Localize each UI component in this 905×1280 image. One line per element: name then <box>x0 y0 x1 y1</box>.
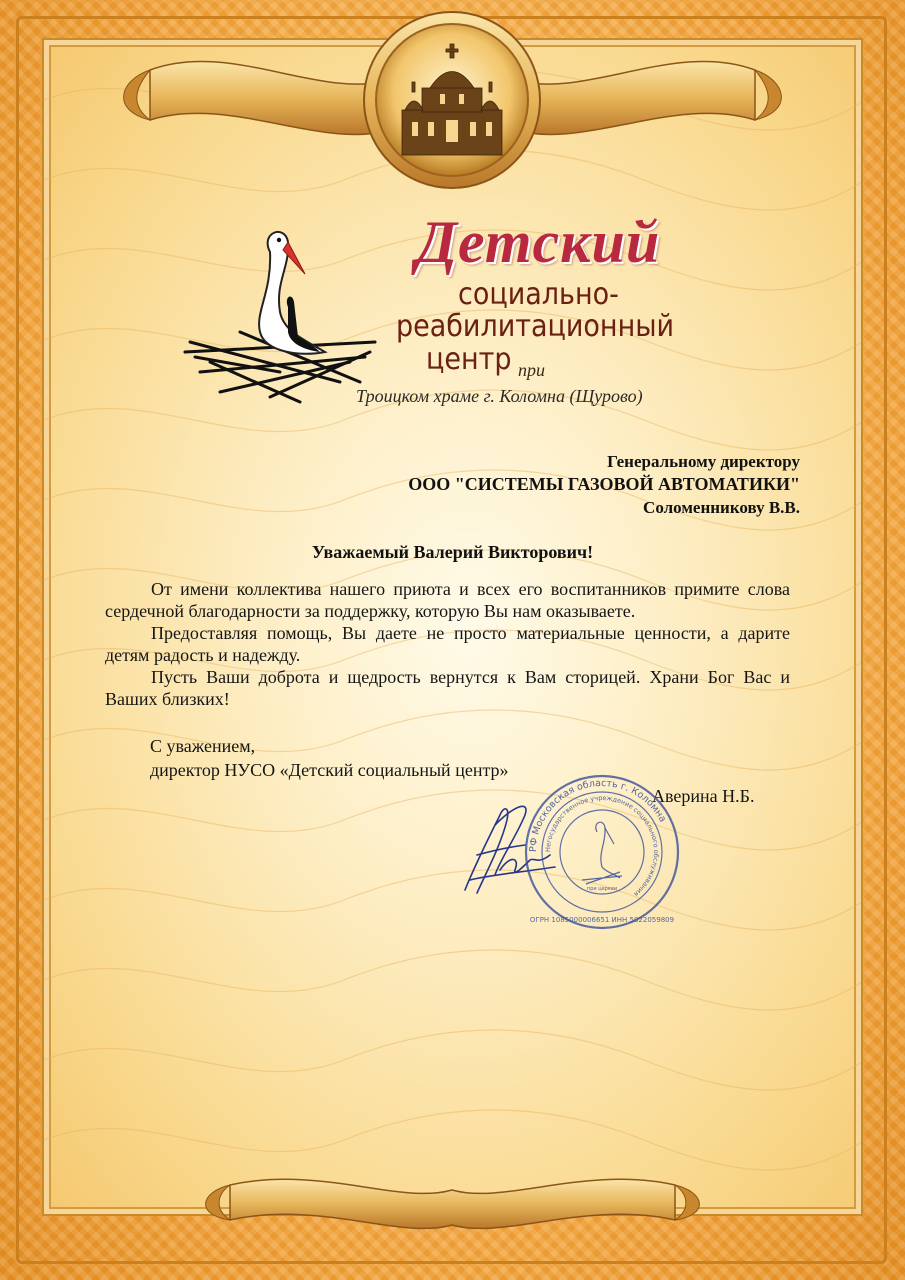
salutation: Уважаемый Валерий Викторович! <box>311 542 594 562</box>
logo-subtitle: Троицком храме г. Коломна (Щурово) <box>356 386 643 406</box>
organization-stamp-icon <box>522 772 682 932</box>
signer-name: Аверина Н.Б. <box>652 786 755 806</box>
stamp-ids: ОГРН 1085000006651 ИНН 5022059809 <box>529 916 675 924</box>
paragraph-3: Пусть Ваши доброта и щедрость вернутся к Вам сторицей. Храни Бог Вас и Ваших близких! <box>105 667 790 709</box>
closing-line-1: С уважением, <box>150 736 256 756</box>
bottom-ribbon-ornament <box>0 1150 905 1270</box>
logo-line-2: реабилитационный <box>396 309 675 344</box>
logo-line-3-suffix: при <box>518 360 545 380</box>
stamp-inner-text: Негосударственное учреждение социального обслуживания <box>543 793 661 898</box>
stamp-center-text: при церкви <box>586 886 618 892</box>
top-ribbon-ornament <box>0 0 905 220</box>
closing-line-2: директор НУСО «Детский социальный центр» <box>150 760 509 780</box>
logo-title: Детский <box>416 209 661 275</box>
closing-block <box>150 734 509 782</box>
paragraph-2: Предоставляя помощь, Вы даете не просто материальные ценности, а дарите детям радость и надежду. <box>105 623 790 665</box>
logo-line-1: социально- <box>458 277 619 312</box>
stamp-outer-text: РФ Московская область г. Коломна <box>527 777 669 853</box>
addressee-block <box>408 450 800 519</box>
addressee-name: Соломенникову В.В. <box>643 498 800 517</box>
paragraph-1: От имени коллектива нашего приюта и всех его воспитанников примите слова сердечной благодарности за поддержку, которую Вы нам оказываете. <box>105 579 790 621</box>
addressee-position: Генеральному директору <box>607 452 800 471</box>
addressee-company: ООО "СИСТЕМЫ ГАЗОВОЙ АВТОМАТИКИ" <box>408 474 800 494</box>
logo-line-3: центр <box>426 342 512 377</box>
letter-body <box>105 578 790 710</box>
stork-logo-icon <box>180 222 380 412</box>
